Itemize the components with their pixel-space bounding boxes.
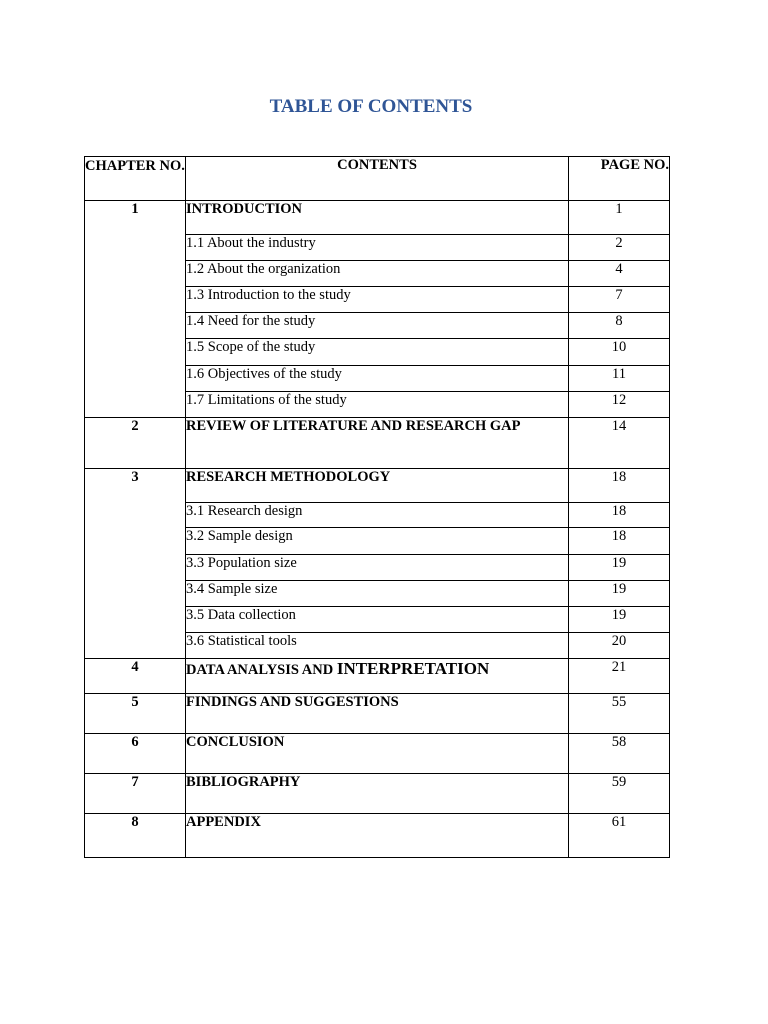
chapter-number	[85, 503, 186, 528]
chapter-title: INTRODUCTION	[186, 201, 569, 235]
chapter-title: REVIEW OF LITERATURE AND RESEARCH GAP	[186, 418, 569, 469]
contents-header: CONTENTS	[186, 157, 569, 201]
page-number: 8	[569, 313, 670, 339]
page-number: 19	[569, 581, 670, 607]
chapter-number: 7	[85, 774, 186, 814]
section-title: 3.4 Sample size	[186, 581, 569, 607]
contents-table	[84, 156, 670, 858]
section-title: 3.1 Research design	[186, 503, 569, 528]
table-row	[85, 287, 670, 313]
chapter-title: BIBLIOGRAPHY	[186, 774, 569, 814]
page-number: 18	[569, 469, 670, 503]
table-row	[85, 814, 670, 858]
table-row	[85, 607, 670, 633]
table-row	[85, 366, 670, 392]
table-header-row	[85, 157, 670, 201]
page-number: 58	[569, 734, 670, 774]
chapter-no-header: CHAPTER NO.	[85, 157, 186, 201]
chapter-number	[85, 313, 186, 339]
chapter-number	[85, 339, 186, 366]
page-number: 14	[569, 418, 670, 469]
page-number: 59	[569, 774, 670, 814]
page-number: 55	[569, 694, 670, 734]
chapter-title: APPENDIX	[186, 814, 569, 858]
section-title: 1.7 Limitations of the study	[186, 392, 569, 418]
section-title: 3.5 Data collection	[186, 607, 569, 633]
page-number: 1	[569, 201, 670, 235]
chapter-title	[186, 659, 569, 694]
chapter-title: CONCLUSION	[186, 734, 569, 774]
chapter-number: 4	[85, 659, 186, 694]
chapter-number	[85, 528, 186, 555]
page-number: 19	[569, 555, 670, 581]
chapter-title-part: DATA ANALYSIS AND	[186, 662, 334, 678]
table-row	[85, 392, 670, 418]
page-number: 7	[569, 287, 670, 313]
section-title: 3.2 Sample design	[186, 528, 569, 555]
page-number: 61	[569, 814, 670, 858]
chapter-number	[85, 261, 186, 287]
table-row	[85, 313, 670, 339]
page-number: 4	[569, 261, 670, 287]
table-row	[85, 528, 670, 555]
table-row	[85, 503, 670, 528]
chapter-number	[85, 633, 186, 659]
page-title: TABLE OF CONTENTS	[269, 96, 473, 117]
chapter-number	[85, 392, 186, 418]
chapter-number: 6	[85, 734, 186, 774]
page-number: 18	[569, 528, 670, 555]
table-row	[85, 774, 670, 814]
section-title: 1.6 Objectives of the study	[186, 366, 569, 392]
page-no-header: PAGE NO.	[569, 157, 670, 201]
table-row	[85, 235, 670, 261]
section-title: 1.2 About the organization	[186, 261, 569, 287]
section-title: 3.6 Statistical tools	[186, 633, 569, 659]
page-number: 11	[569, 366, 670, 392]
chapter-number: 5	[85, 694, 186, 734]
table-row	[85, 339, 670, 366]
table-row	[85, 261, 670, 287]
chapter-number	[85, 555, 186, 581]
table-row	[85, 694, 670, 734]
section-title: 1.4 Need for the study	[186, 313, 569, 339]
chapter-number: 8	[85, 814, 186, 858]
page-number: 20	[569, 633, 670, 659]
section-title: 3.3 Population size	[186, 555, 569, 581]
chapter-number	[85, 607, 186, 633]
table-row	[85, 633, 670, 659]
chapter-number: 1	[85, 201, 186, 235]
table-row	[85, 734, 670, 774]
table-row	[85, 581, 670, 607]
chapter-title-large-part: INTERPRETATION	[336, 659, 490, 678]
section-title: 1.5 Scope of the study	[186, 339, 569, 366]
chapter-title: FINDINGS AND SUGGESTIONS	[186, 694, 569, 734]
chapter-number: 2	[85, 418, 186, 469]
table-row	[85, 469, 670, 503]
table-row	[85, 659, 670, 694]
page-number: 12	[569, 392, 670, 418]
section-title: 1.3 Introduction to the study	[186, 287, 569, 313]
chapter-number	[85, 366, 186, 392]
page-number: 2	[569, 235, 670, 261]
page-number: 19	[569, 607, 670, 633]
chapter-number	[85, 235, 186, 261]
chapter-title: RESEARCH METHODOLOGY	[186, 469, 569, 503]
page-number: 21	[569, 659, 670, 694]
page-number: 10	[569, 339, 670, 366]
table-row	[85, 201, 670, 235]
page-number: 18	[569, 503, 670, 528]
table-row	[85, 555, 670, 581]
chapter-number	[85, 287, 186, 313]
table-row	[85, 418, 670, 469]
chapter-number	[85, 581, 186, 607]
chapter-number: 3	[85, 469, 186, 503]
section-title: 1.1 About the industry	[186, 235, 569, 261]
